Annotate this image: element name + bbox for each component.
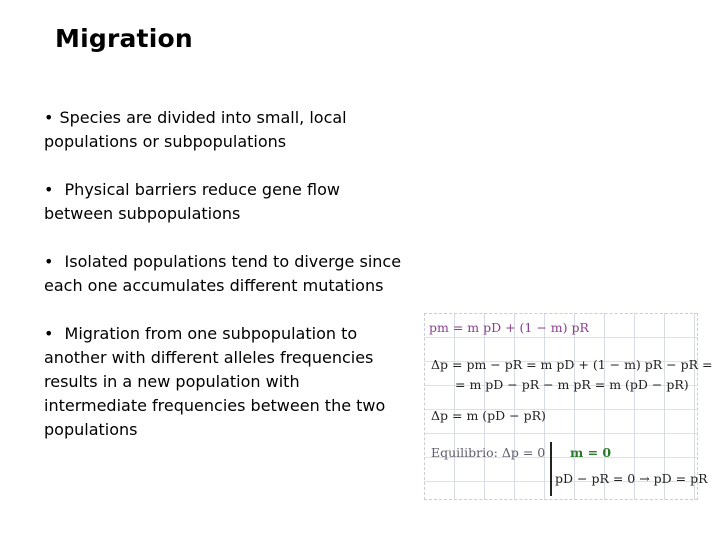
equation-delta-simplified: = m pD − pR − m pR = m (pD − pR)	[455, 377, 689, 392]
bullet-2	[44, 178, 414, 226]
bullet-1	[44, 106, 414, 154]
equation-equal-frequencies: pD − pR = 0 → pD = pR	[555, 471, 708, 486]
bullet-4-line-1: Migration from one subpopulation to	[59, 324, 358, 343]
migration-equations-figure	[424, 313, 713, 500]
bullet-2-line-2: between subpopulations	[44, 204, 241, 223]
bullet-4-line-2: another with different alleles frequencies	[44, 348, 374, 367]
bullet-3-line-1: Isolated populations tend to diverge since	[59, 252, 402, 271]
bullet-marker: •	[44, 324, 54, 343]
equation-equilibrium: Equilibrio: Δp = 0	[431, 445, 546, 460]
slide-title: Migration	[55, 24, 193, 53]
bullet-4	[44, 322, 414, 442]
bullet-marker: •	[44, 108, 54, 127]
equation-delta-result: Δp = m (pD − pR)	[431, 408, 546, 423]
bullet-4-line-5: populations	[44, 420, 138, 439]
bullet-1-line-1: Species are divided into small, local	[59, 108, 347, 127]
bullet-3-line-2: each one accumulates different mutations	[44, 276, 384, 295]
divider-bar	[550, 442, 552, 496]
bullet-2-line-1: Physical barriers reduce gene flow	[59, 180, 340, 199]
equation-mixture: pm = m pD + (1 − m) pR	[429, 320, 589, 335]
bullet-3	[44, 250, 414, 298]
bullet-marker: •	[44, 252, 54, 271]
equation-m-zero: m = 0	[570, 445, 612, 460]
bullet-4-line-4: intermediate frequencies between the two	[44, 396, 386, 415]
bullet-marker: •	[44, 180, 54, 199]
equation-delta-expansion: Δp = pm − pR = m pD + (1 − m) pR − pR =	[431, 357, 713, 372]
bullet-4-line-3: results in a new population with	[44, 372, 300, 391]
bullet-1-line-2: populations or subpopulations	[44, 132, 287, 151]
